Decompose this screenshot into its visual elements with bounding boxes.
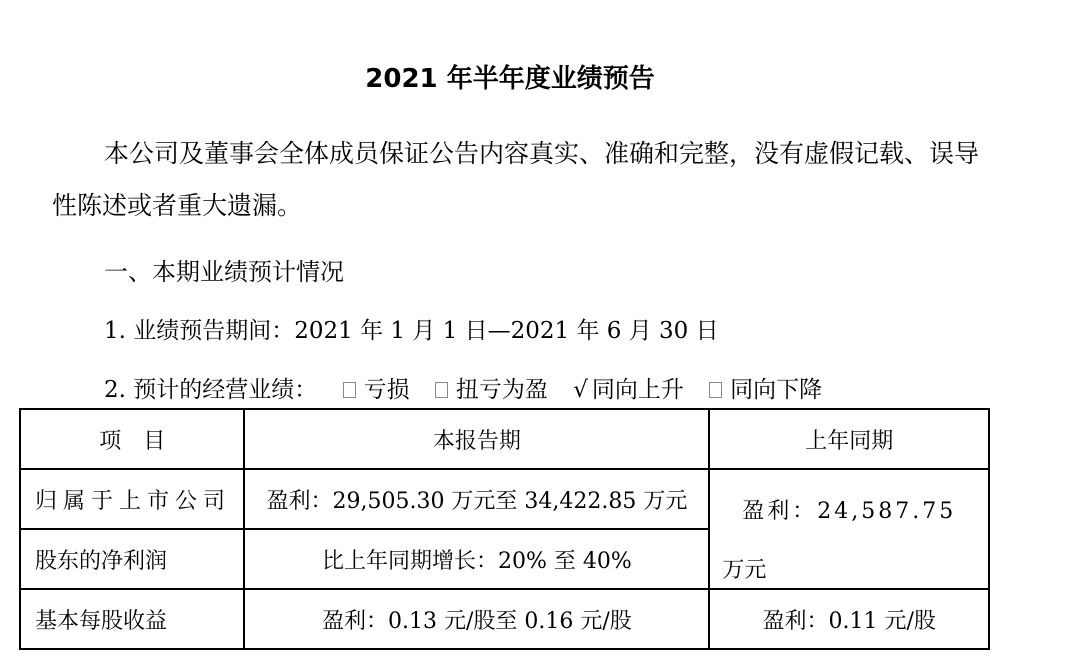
option-loss: [343, 371, 410, 404]
checkbox-empty-icon: [435, 382, 448, 398]
prior-eps: 盈利：0.11 元/股: [709, 589, 989, 649]
option-label: 同向上升: [591, 377, 684, 403]
disclaimer-paragraph: 本公司及董事会全体成员保证公告内容真实、准确和完整，没有虚假记载、误导性陈述或者重大遗漏。: [52, 139, 980, 220]
forecast-table: [19, 408, 990, 650]
row-label-net-profit-line2: 股东的净利润: [20, 529, 244, 589]
header-prior-period: 上年同期: [709, 409, 989, 469]
row-label-eps: 基本每股收益: [20, 589, 244, 649]
option-decrease: [709, 371, 822, 404]
forecast-type-label: 2. 预计的经营业绩：: [104, 377, 318, 403]
forecast-type-line: [104, 371, 822, 404]
table-header-row: [20, 409, 989, 469]
option-label: 扭亏为盈: [455, 377, 548, 403]
checkbox-empty-icon: [709, 382, 722, 398]
header-item: 项 目: [20, 409, 244, 469]
prior-net-profit-line1: 盈利：24,587.75: [742, 499, 957, 524]
current-eps: 盈利：0.13 元/股至 0.16 元/股: [244, 589, 709, 649]
check-mark-icon: √: [573, 377, 588, 403]
document-title: 2021 年半年度业绩预告: [365, 64, 655, 94]
section-heading-forecast: 一、本期业绩预计情况: [104, 258, 344, 286]
option-label: 同向下降: [730, 377, 823, 403]
table-row: [20, 469, 989, 529]
prior-net-profit: [709, 469, 989, 589]
row-label-net-profit-line1: 归属于上市公司: [20, 469, 244, 529]
option-turnaround: [435, 371, 548, 404]
prior-net-profit-line2: 万元: [722, 558, 767, 583]
forecast-period-line: 1. 业绩预告期间：2021 年 1 月 1 日—2021 年 6 月 30 日: [104, 318, 719, 344]
current-net-profit: 盈利：29,505.30 万元至 34,422.85 万元: [244, 469, 709, 529]
option-label: 亏损: [363, 377, 410, 403]
checkbox-empty-icon: [343, 382, 356, 398]
header-current-period: 本报告期: [244, 409, 709, 469]
table-row: [20, 589, 989, 649]
net-profit-growth: 比上年同期增长：20% 至 40%: [244, 529, 709, 589]
option-increase: [573, 371, 684, 404]
